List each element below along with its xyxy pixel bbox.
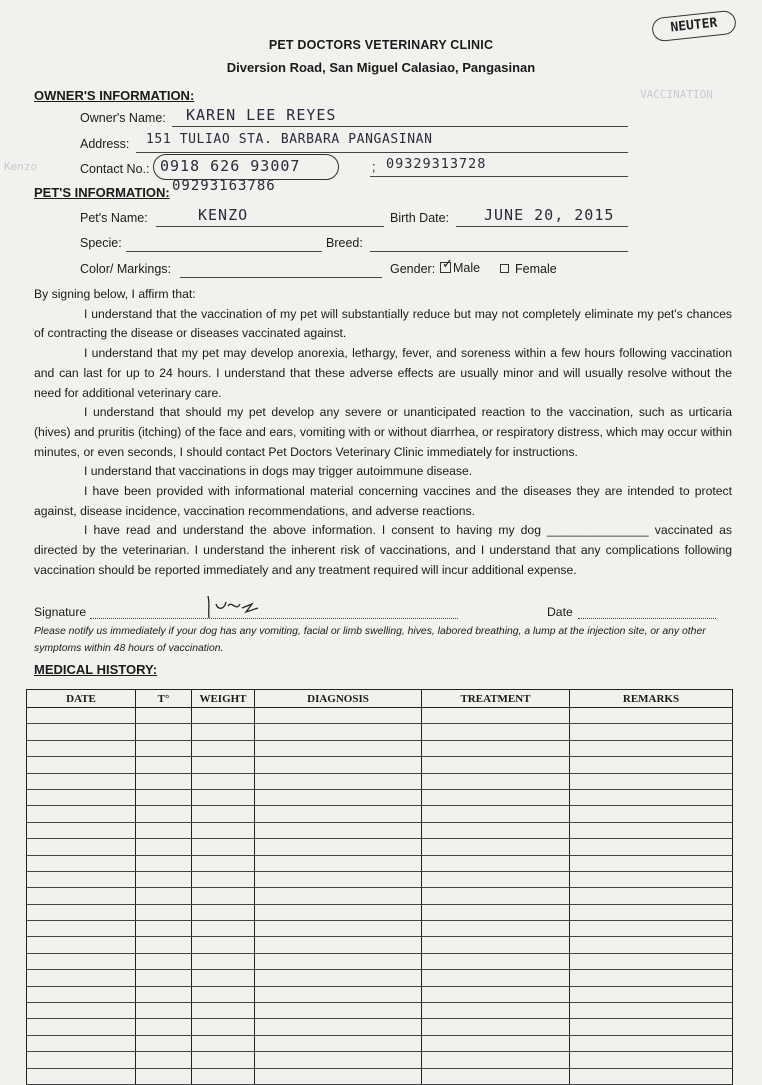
table-cell[interactable] — [192, 871, 255, 887]
table-cell[interactable] — [570, 708, 733, 724]
address-value[interactable]: 151 TULIAO STA. BARBARA PANGASINAN — [146, 132, 433, 147]
table-cell[interactable] — [192, 724, 255, 740]
table-cell[interactable] — [192, 740, 255, 756]
table-cell[interactable] — [255, 986, 422, 1002]
table-cell[interactable] — [422, 1052, 570, 1068]
pet-name-label: Pet's Name: — [80, 211, 148, 225]
column-header-temperature: T° — [136, 690, 192, 708]
table-cell[interactable] — [255, 757, 422, 773]
consent-paragraph-2: I understand that my pet may develop anorexia, lethargy, fever, and soreness within a few hours following vaccination and can last for up to 24 hours. I understand that these adverse effects are usually minor and will usually resolve without the need for additional veterinary care. — [34, 346, 732, 400]
table-cell[interactable] — [255, 822, 422, 838]
table-cell[interactable] — [192, 708, 255, 724]
table-cell[interactable] — [255, 806, 422, 822]
table-row — [27, 1019, 733, 1035]
table-row — [27, 1068, 733, 1084]
table-cell[interactable] — [136, 1068, 192, 1084]
checkbox-icon[interactable] — [500, 264, 509, 273]
table-cell[interactable] — [136, 789, 192, 805]
table-cell[interactable] — [136, 904, 192, 920]
color-markings-line[interactable] — [180, 277, 382, 278]
owner-name-line — [172, 126, 628, 127]
table-cell[interactable] — [136, 1035, 192, 1051]
table-cell[interactable] — [136, 970, 192, 986]
table-cell[interactable] — [570, 1068, 733, 1084]
consent-paragraph-6: I have read and understand the above information. I consent to having my dog _______________ vaccinated as directed by the veterinarian. I understand the inherent risk of vaccinations, and I understand that any complications following vaccination should be reported immediately and any treatment required will incur additional expense. — [34, 523, 732, 577]
table-cell[interactable] — [192, 970, 255, 986]
table-cell[interactable] — [570, 855, 733, 871]
table-cell[interactable] — [570, 921, 733, 937]
table-cell[interactable] — [255, 888, 422, 904]
table-cell[interactable] — [570, 789, 733, 805]
bleed-through-mark: Kenzo — [4, 160, 38, 173]
table-row — [27, 904, 733, 920]
table-cell[interactable] — [136, 708, 192, 724]
specie-label: Specie: — [80, 236, 122, 250]
table-cell[interactable] — [422, 1019, 570, 1035]
table-row — [27, 724, 733, 740]
table-cell[interactable] — [136, 839, 192, 855]
notification-note: Please notify us immediately if your dog has any vomiting, facial or limb swelling, hives, labored breathing, a lump at the injection site, or any other symptoms within 48 hours of vaccination. — [34, 626, 706, 654]
table-cell[interactable] — [255, 789, 422, 805]
signature-line[interactable] — [90, 618, 458, 619]
clinic-address: Diversion Road, San Miguel Calasiao, Pangasinan — [226, 60, 536, 75]
table-cell[interactable] — [27, 888, 136, 904]
medical-history-table — [26, 689, 733, 1085]
table-cell[interactable] — [255, 708, 422, 724]
table-cell[interactable] — [27, 1068, 136, 1084]
table-cell[interactable] — [27, 757, 136, 773]
consent-text — [34, 285, 732, 581]
table-cell[interactable] — [192, 986, 255, 1002]
pet-name-value[interactable]: KENZO — [198, 206, 249, 224]
table-cell[interactable] — [570, 1019, 733, 1035]
table-cell[interactable] — [422, 904, 570, 920]
table-cell[interactable] — [570, 904, 733, 920]
table-header-row — [27, 690, 733, 708]
table-cell[interactable] — [570, 1052, 733, 1068]
contact-separator: ; — [372, 160, 376, 174]
table-cell[interactable] — [570, 806, 733, 822]
table-cell[interactable] — [192, 904, 255, 920]
table-cell[interactable] — [27, 904, 136, 920]
table-cell[interactable] — [27, 921, 136, 937]
table-cell[interactable] — [192, 953, 255, 969]
table-row — [27, 888, 733, 904]
table-cell[interactable] — [255, 937, 422, 953]
table-row — [27, 806, 733, 822]
table-cell[interactable] — [136, 806, 192, 822]
table-row — [27, 773, 733, 789]
gender-female-option[interactable] — [500, 262, 557, 276]
table-cell[interactable] — [422, 970, 570, 986]
table-cell[interactable] — [570, 970, 733, 986]
date-label: Date — [547, 605, 573, 619]
owner-name-value[interactable]: KAREN LEE REYES — [186, 106, 337, 124]
consent-paragraph-4: I understand that vaccinations in dogs may trigger autoimmune disease. — [84, 464, 473, 479]
column-header-date: DATE — [27, 690, 136, 708]
breed-label: Breed: — [326, 236, 363, 250]
table-cell[interactable] — [570, 839, 733, 855]
table-cell[interactable] — [136, 937, 192, 953]
table-cell[interactable] — [136, 724, 192, 740]
table-cell[interactable] — [422, 1035, 570, 1051]
table-cell[interactable] — [136, 888, 192, 904]
table-row — [27, 708, 733, 724]
consent-paragraph-1: I understand that the vaccination of my pet will substantially reduce but may not completely eliminate my pet's chances of contracting the disease or diseases vaccinated against. — [34, 306, 732, 341]
table-cell[interactable] — [136, 855, 192, 871]
table-cell[interactable] — [255, 1019, 422, 1035]
table-row — [27, 855, 733, 871]
consent-paragraph-5: I have been provided with informational material concerning vaccines and the diseases they are intended to protect against, disease incidence, vaccination recommendations, and adverse reactions. — [34, 484, 732, 518]
table-row — [27, 871, 733, 887]
table-cell[interactable] — [27, 953, 136, 969]
table-cell[interactable] — [136, 1003, 192, 1019]
table-cell[interactable] — [570, 757, 733, 773]
table-cell[interactable] — [192, 822, 255, 838]
table-cell[interactable] — [570, 888, 733, 904]
checked-checkbox-icon[interactable]: ✓ — [442, 257, 453, 272]
table-cell[interactable] — [255, 855, 422, 871]
table-cell[interactable] — [422, 708, 570, 724]
table-cell[interactable] — [136, 822, 192, 838]
table-cell[interactable] — [27, 773, 136, 789]
column-header-diagnosis: DIAGNOSIS — [255, 690, 422, 708]
neuter-stamp: NEUTER — [651, 10, 737, 43]
table-cell[interactable] — [27, 724, 136, 740]
table-cell[interactable] — [570, 740, 733, 756]
table-cell[interactable] — [570, 871, 733, 887]
table-cell[interactable] — [192, 937, 255, 953]
table-cell[interactable] — [255, 773, 422, 789]
table-row — [27, 953, 733, 969]
table-cell[interactable] — [422, 888, 570, 904]
table-cell[interactable] — [192, 839, 255, 855]
table-cell[interactable] — [422, 806, 570, 822]
table-cell[interactable] — [192, 888, 255, 904]
address-label: Address: — [80, 137, 130, 151]
table-cell[interactable] — [570, 773, 733, 789]
breed-line[interactable] — [370, 251, 628, 252]
contact-value-secondary[interactable]: 09329313728 — [386, 156, 487, 172]
table-cell[interactable] — [422, 822, 570, 838]
table-cell[interactable] — [192, 1003, 255, 1019]
clinic-name: PET DOCTORS VETERINARY CLINIC — [268, 38, 494, 52]
contact-value-primary[interactable]: 0918 626 93007 — [160, 157, 301, 175]
column-header-weight: WEIGHT — [192, 690, 255, 708]
table-cell[interactable] — [27, 806, 136, 822]
table-cell[interactable] — [255, 839, 422, 855]
table-row — [27, 757, 733, 773]
table-cell[interactable] — [255, 740, 422, 756]
table-row — [27, 1035, 733, 1051]
bleed-through-mark: VACCINATION — [640, 88, 713, 101]
table-row — [27, 740, 733, 756]
owner-section-title: OWNER'S INFORMATION: — [34, 88, 195, 103]
table-cell[interactable] — [422, 1068, 570, 1084]
table-cell[interactable] — [192, 1052, 255, 1068]
table-cell[interactable] — [255, 904, 422, 920]
table-row — [27, 986, 733, 1002]
table-cell[interactable] — [136, 986, 192, 1002]
birth-date-line — [456, 226, 628, 227]
medical-history-title: MEDICAL HISTORY: — [34, 662, 158, 677]
table-cell[interactable] — [422, 953, 570, 969]
date-line[interactable] — [578, 618, 716, 619]
table-cell[interactable] — [570, 937, 733, 953]
gender-female-label: Female — [515, 262, 557, 276]
table-cell[interactable] — [192, 855, 255, 871]
table-cell[interactable] — [27, 871, 136, 887]
table-cell[interactable] — [192, 773, 255, 789]
table-cell[interactable] — [27, 1019, 136, 1035]
table-cell[interactable] — [136, 1052, 192, 1068]
table-cell[interactable] — [136, 740, 192, 756]
table-cell[interactable] — [255, 953, 422, 969]
signature-mark — [200, 592, 270, 618]
color-markings-label: Color/ Markings: — [80, 262, 171, 276]
table-cell[interactable] — [27, 740, 136, 756]
table-row — [27, 970, 733, 986]
specie-line[interactable] — [126, 251, 322, 252]
table-row — [27, 1052, 733, 1068]
table-cell[interactable] — [136, 871, 192, 887]
birth-date-label: Birth Date: — [390, 211, 450, 225]
table-cell[interactable] — [192, 789, 255, 805]
table-cell[interactable] — [192, 1068, 255, 1084]
pet-section-title: PET'S INFORMATION: — [34, 185, 170, 200]
table-cell[interactable] — [422, 757, 570, 773]
contact-label: Contact No.: — [80, 162, 150, 176]
table-cell[interactable] — [422, 773, 570, 789]
table-row — [27, 822, 733, 838]
gender-male-label: Male — [453, 261, 481, 275]
table-cell[interactable] — [192, 757, 255, 773]
table-cell[interactable] — [255, 1052, 422, 1068]
table-cell[interactable] — [136, 953, 192, 969]
table-cell[interactable] — [570, 1003, 733, 1019]
column-header-treatment: TREATMENT — [422, 690, 570, 708]
table-cell[interactable] — [192, 806, 255, 822]
owner-name-label: Owner's Name: — [80, 111, 166, 125]
table-cell[interactable] — [136, 773, 192, 789]
table-cell[interactable] — [422, 724, 570, 740]
table-row — [27, 1003, 733, 1019]
table-cell[interactable] — [570, 953, 733, 969]
table-row — [27, 789, 733, 805]
table-cell[interactable] — [255, 970, 422, 986]
birth-date-value[interactable]: JUNE 20, 2015 — [484, 206, 615, 224]
signature-label: Signature — [34, 605, 87, 619]
table-cell[interactable] — [570, 822, 733, 838]
table-cell[interactable] — [570, 1035, 733, 1051]
table-row — [27, 937, 733, 953]
table-cell[interactable] — [422, 937, 570, 953]
table-cell[interactable] — [192, 1019, 255, 1035]
table-cell[interactable] — [255, 871, 422, 887]
contact-line — [370, 176, 628, 177]
table-cell[interactable] — [570, 986, 733, 1002]
table-cell[interactable] — [27, 839, 136, 855]
table-cell[interactable] — [27, 1003, 136, 1019]
table-cell[interactable] — [136, 921, 192, 937]
table-cell[interactable] — [422, 871, 570, 887]
table-cell[interactable] — [422, 855, 570, 871]
address-line — [136, 152, 628, 153]
table-cell[interactable] — [192, 1035, 255, 1051]
table-cell[interactable] — [422, 740, 570, 756]
table-cell[interactable] — [136, 757, 192, 773]
gender-male-option[interactable] — [440, 257, 481, 275]
table-cell[interactable] — [27, 708, 136, 724]
table-cell[interactable] — [27, 986, 136, 1002]
column-header-remarks: REMARKS — [570, 690, 733, 708]
table-cell[interactable] — [422, 789, 570, 805]
contact-value-tertiary[interactable]: 09293163786 — [172, 178, 276, 194]
table-cell[interactable] — [255, 1003, 422, 1019]
table-cell[interactable] — [422, 921, 570, 937]
consent-intro: By signing below, I affirm that: — [34, 287, 196, 301]
table-cell[interactable] — [27, 822, 136, 838]
table-cell[interactable] — [27, 789, 136, 805]
table-cell[interactable] — [27, 970, 136, 986]
table-cell[interactable] — [255, 724, 422, 740]
table-cell[interactable] — [255, 1035, 422, 1051]
table-cell[interactable] — [422, 1003, 570, 1019]
gender-label: Gender: — [390, 262, 436, 276]
table-row — [27, 921, 733, 937]
consent-paragraph-3: I understand that should my pet develop any severe or unanticipated reaction to the vaccination, such as urticaria (hives) and pruritis (itching) of the face and ears, vomiting with or without diarrhea, or respiratory distress, which may occur within minutes, or even seconds, I should contact Pet Doctors Veterinary Clinic immediately for instructions. — [34, 405, 732, 459]
table-cell[interactable] — [27, 1052, 136, 1068]
table-cell[interactable] — [27, 855, 136, 871]
table-cell[interactable] — [255, 921, 422, 937]
table-cell[interactable] — [27, 1035, 136, 1051]
table-cell[interactable] — [422, 839, 570, 855]
table-cell[interactable] — [422, 986, 570, 1002]
table-row — [27, 839, 733, 855]
table-cell[interactable] — [255, 1068, 422, 1084]
table-cell[interactable] — [27, 937, 136, 953]
table-cell[interactable] — [136, 1019, 192, 1035]
pet-name-line — [156, 226, 384, 227]
table-cell[interactable] — [570, 724, 733, 740]
table-cell[interactable] — [192, 921, 255, 937]
